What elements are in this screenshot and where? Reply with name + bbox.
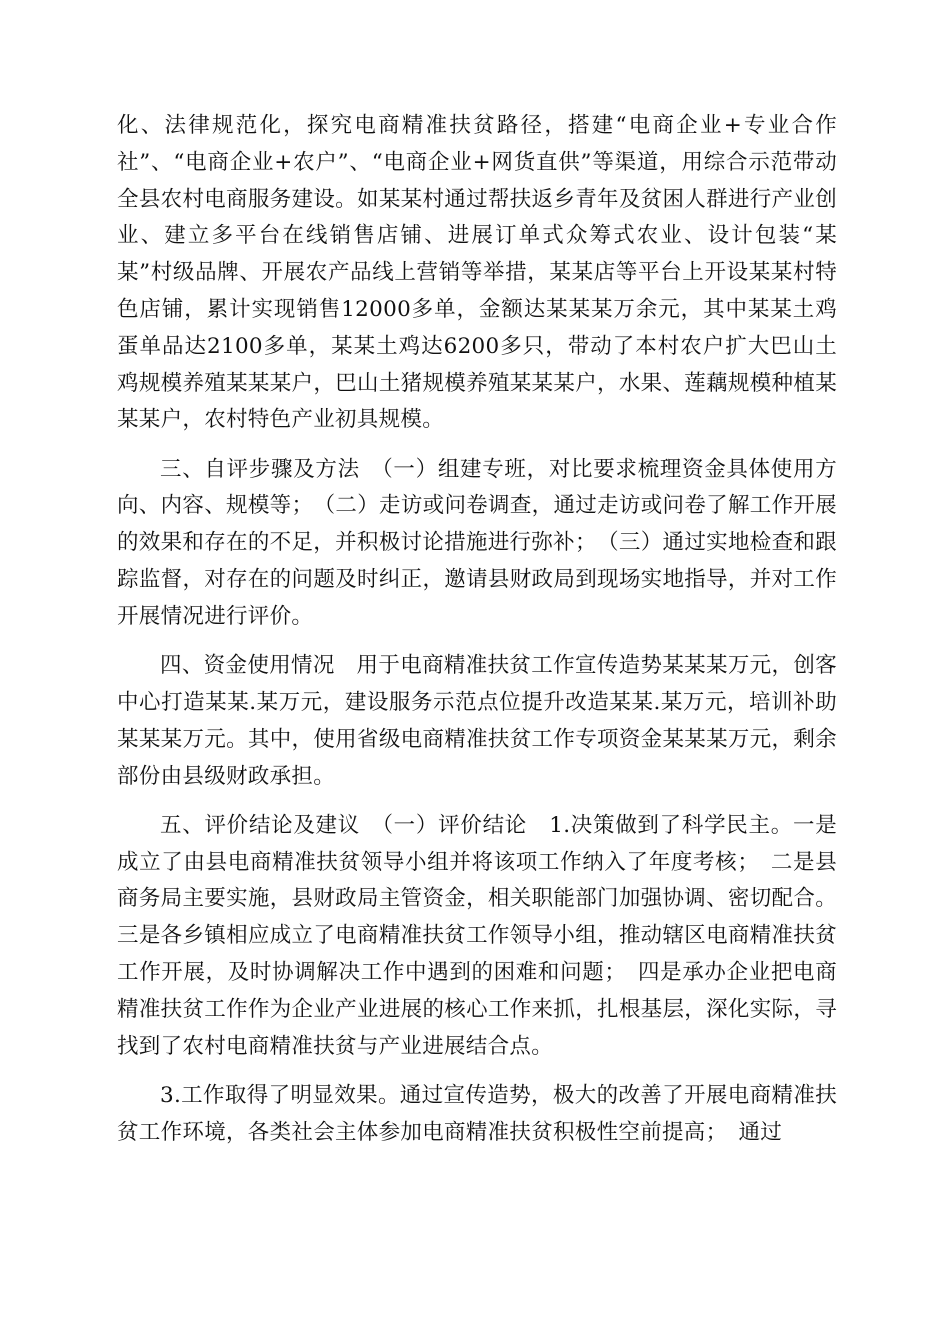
document-body [117, 108, 837, 1152]
paragraph-self-evaluation-steps: 三、自评步骤及方法 （一）组建专班，对比要求梳理资金具体使用方向、内容、规模等； （二）走访或问卷调查，通过走访或问卷了解工作开展的效果和存在的不足，并积极讨论措施进行弥补； （三）通过实地检查和跟踪监督，对存在的问题及时纠正，邀请县财政局到现场实地指导，并对工作开展情况进行评价。 [117, 456, 837, 629]
paragraph-work-effect: 3.工作取得了明显效果。通过宣传造势，极大的改善了开展电商精准扶贫工作环境，各类社会主体参加电商精准扶贫积极性空前提高； 通过 [117, 1082, 837, 1145]
paragraph-continued-ecommerce-poverty-relief: 化、法律规范化，探究电商精准扶贫路径，搭建“电商企业+专业合作社”、“电商企业+农户”、“电商企业+网货直供”等渠道，用综合示范带动全县农村电商服务建设。如某某村通过帮扶返乡青年及贫困人群进行产业创业、建立多平台在线销售店铺、进展订单式众筹式农业、设计包装“某某”村级品牌、开展农产品线上营销等举措，某某店等平台上开设某某村特色店铺，累计实现销售12000多单，金额达某某某万余元，其中某某土鸡蛋单品达2100多单，某某土鸡达6200多只，带动了本村农户扩大巴山土鸡规模养殖某某某户，巴山土猪规模养殖某某某户，水果、莲藕规模种植某某某户，农村特色产业初具规模。 [117, 113, 837, 433]
paragraph-evaluation-conclusion: 五、评价结论及建议 （一）评价结论 1.决策做到了科学民主。一是成立了由县电商精准扶贫领导小组并将该项工作纳入了年度考核； 二是县商务局主要实施，县财政局主管资金，相关职能部门加强协调、密切配合。三是各乡镇相应成立了电商精准扶贫工作领导小组，推动辖区电商精准扶贫工作开展，及时协调解决工作中遇到的困难和问题； 四是承办企业把电商精准扶贫工作作为企业产业进展的核心工作来抓，扎根基层，深化实际，寻找到了农村电商精准扶贫与产业进展结合点。 [117, 812, 837, 1059]
paragraph-fund-usage: 四、资金使用情况 用于电商精准扶贫工作宣传造势某某某万元，创客中心打造某某.某万元，建设服务示范点位提升改造某某.某万元，培训补助某某某万元。其中，使用省级电商精准扶贫工作专项资金某某某万元，剩余部份由县级财政承担。 [117, 653, 837, 789]
